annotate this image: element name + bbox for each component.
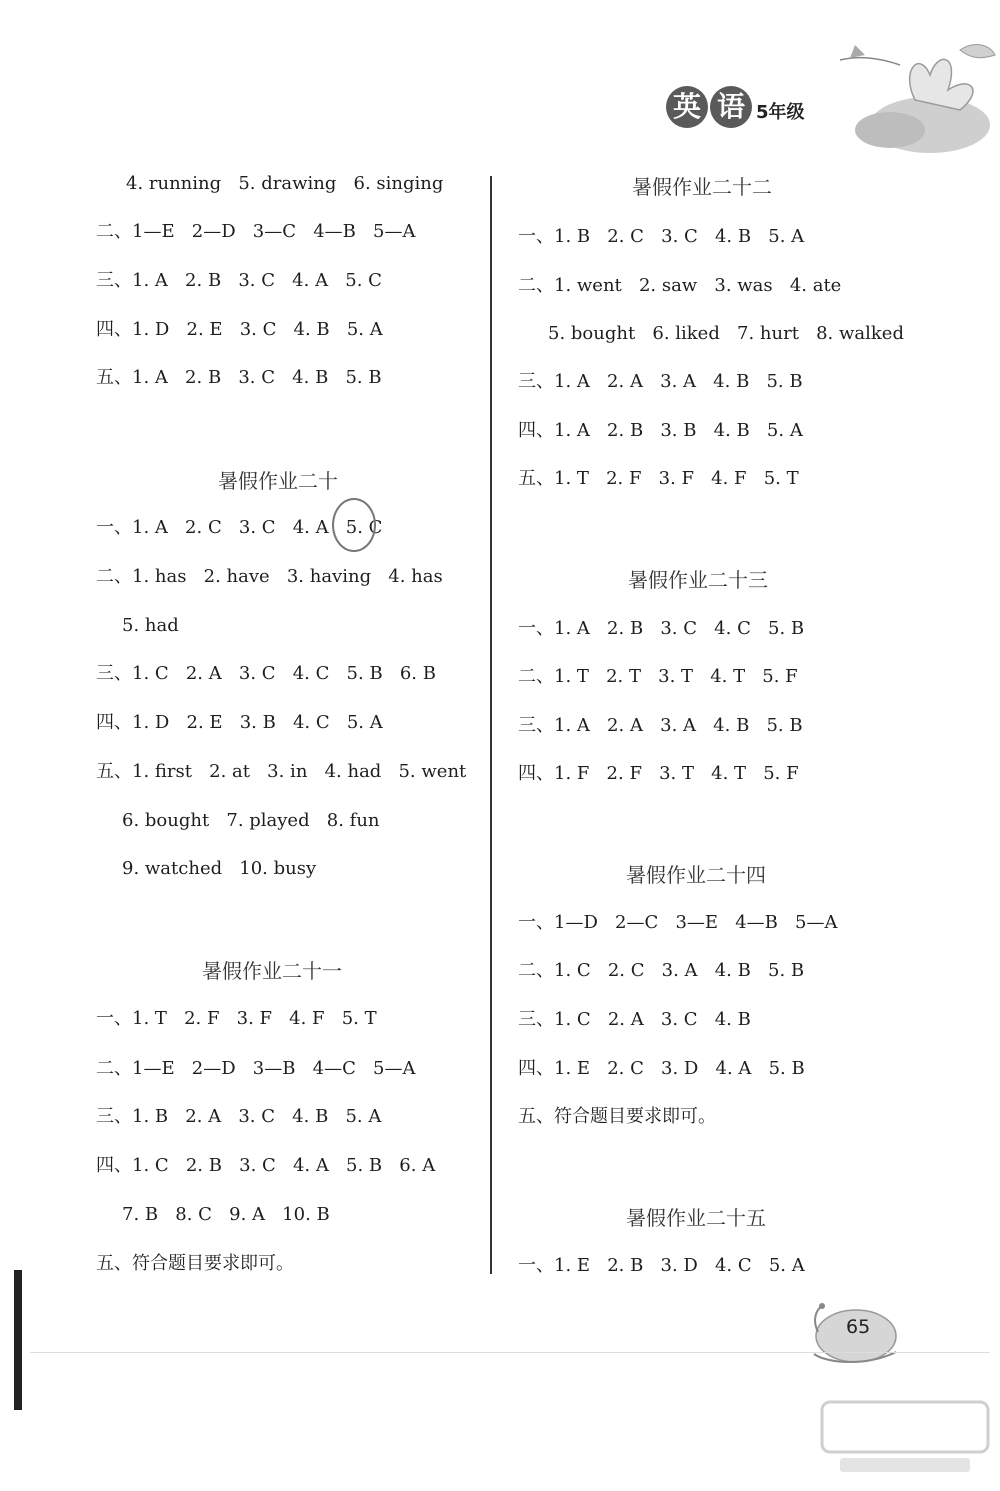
bottom-rule [30,1352,990,1353]
answer-line: 二、1. went 2. saw 3. was 4. ate [518,275,842,296]
answer-line: 二、1—E 2—D 3—B 4—C 5—A [96,1058,416,1079]
answer-line: 5. had [122,615,179,636]
answer-line: 5. bought 6. liked 7. hurt 8. walked [548,323,904,344]
answer-line: 四、1. F 2. F 3. T 4. T 5. F [518,763,799,784]
answer-line: 7. B 8. C 9. A 10. B [122,1204,330,1225]
answer-line: 三、1. C 2. A 3. C 4. C 5. B 6. B [96,663,436,684]
answer-line: 一、1. A 2. B 3. C 4. C 5. B [518,618,805,639]
circle-stamp [332,498,376,552]
answer-line: 一、1—D 2—C 3—E 4—B 5—A [518,912,838,933]
answer-line: 二、1. has 2. have 3. having 4. has [96,566,443,587]
answer-line: 二、1—E 2—D 3—C 4—B 5—A [96,221,416,242]
answer-line: 五、1. A 2. B 3. C 4. B 5. B [96,367,382,388]
answer-line: 9. watched 10. busy [122,858,317,879]
section-heading: 暑假作业二十二 [632,175,772,199]
column-divider [490,176,492,1274]
answer-line: 三、1. A 2. A 3. A 4. B 5. B [518,371,803,392]
answer-line: 四、1. D 2. E 3. B 4. C 5. A [96,712,383,733]
subject-char-yu: 语 [710,86,752,128]
answer-line: 一、1. A 2. C 3. C 4. A 5. C [96,517,383,538]
answer-line: 6. bought 7. played 8. fun [122,810,380,831]
section-heading: 暑假作业二十 [218,469,338,493]
answer-line: 二、1. C 2. C 3. A 4. B 5. B [518,960,805,981]
section-heading: 暑假作业二十五 [626,1206,766,1230]
answer-line: 三、1. A 2. B 3. C 4. A 5. C [96,270,382,291]
answer-line: 五、符合题目要求即可。 [96,1253,294,1274]
section-heading: 暑假作业二十一 [202,959,342,983]
subject-char-ying: 英 [666,86,708,128]
answer-line: 一、1. B 2. C 3. C 4. B 5. A [518,226,805,247]
answer-line: 三、1. C 2. A 3. C 4. B [518,1009,751,1030]
left-edge-bar [14,1270,22,1410]
lotus-flower-icon [820,30,1000,160]
answer-line: 一、1. T 2. F 3. F 4. F 5. T [96,1008,377,1029]
answer-line: 四、1. A 2. B 3. B 4. B 5. A [518,420,803,441]
section-heading: 暑假作业二十三 [628,568,768,592]
watermark-logo-icon [820,1400,990,1480]
answer-line: 四、1. E 2. C 3. D 4. A 5. B [518,1058,805,1079]
answer-line: 五、符合题目要求即可。 [518,1106,716,1127]
page-number: 65 [846,1316,871,1338]
answer-line: 四、1. C 2. B 3. C 4. A 5. B 6. A [96,1155,436,1176]
answer-line: 4. running 5. drawing 6. singing [126,173,444,194]
answer-line: 五、1. first 2. at 3. in 4. had 5. went [96,761,467,782]
answer-line: 一、1. E 2. B 3. D 4. C 5. A [518,1255,805,1276]
answer-line: 三、1. B 2. A 3. C 4. B 5. A [96,1106,382,1127]
grade-label: 5年级 [756,102,805,123]
answer-line: 二、1. T 2. T 3. T 4. T 5. F [518,666,798,687]
answer-line: 三、1. A 2. A 3. A 4. B 5. B [518,715,803,736]
section-heading: 暑假作业二十四 [626,863,766,887]
answer-line: 四、1. D 2. E 3. C 4. B 5. A [96,319,383,340]
answer-line: 五、1. T 2. F 3. F 4. F 5. T [518,468,799,489]
